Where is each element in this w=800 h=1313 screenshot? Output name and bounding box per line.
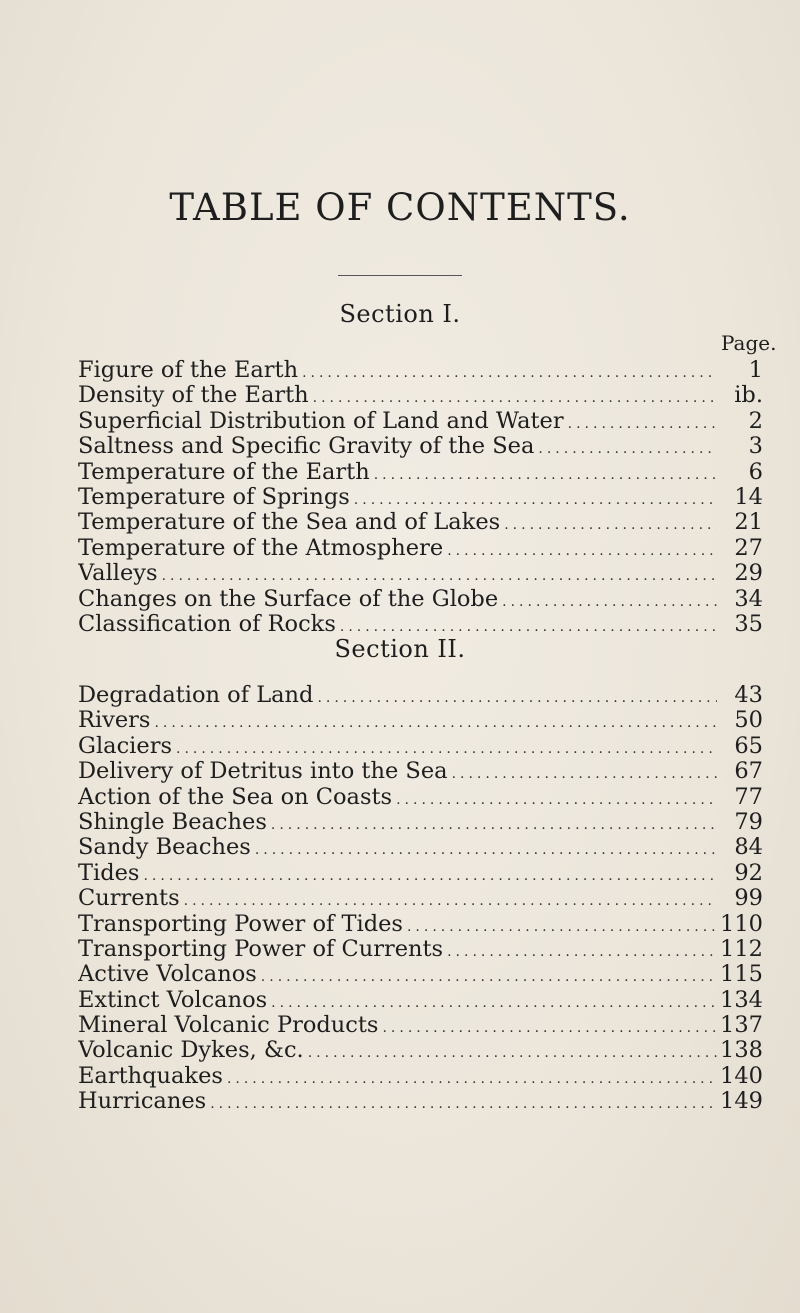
toc-entry-title: Sandy Beaches (78, 835, 251, 861)
dot-leader (308, 1041, 717, 1063)
toc-entry-page: 27 (734, 535, 763, 561)
toc-entry-title: Volcanic Dykes, &c. (78, 1038, 304, 1064)
toc-entry[interactable] (78, 785, 763, 810)
dot-leader (176, 737, 717, 759)
dot-leader (255, 838, 717, 860)
toc-entry-title: Rivers (78, 708, 151, 734)
dot-leader (354, 488, 717, 510)
toc-entry[interactable] (78, 937, 763, 962)
toc-entry[interactable] (78, 988, 763, 1013)
dot-leader (447, 940, 717, 962)
toc-entry-title: Saltness and Specific Gravity of the Sea (78, 434, 535, 460)
dot-leader (143, 864, 717, 886)
toc-entry-title: Extinct Volcanos (78, 987, 268, 1013)
dot-leader (447, 539, 717, 561)
toc-entry-page: 115 (720, 962, 763, 988)
dot-leader (407, 915, 717, 937)
toc-entry-title: Delivery of Detritus into the Sea (78, 759, 448, 785)
toc-list-section-2 (78, 683, 763, 1115)
toc-entry-title: Shingle Beaches (78, 809, 267, 835)
toc-entry[interactable] (78, 861, 763, 886)
dot-leader (184, 889, 717, 911)
toc-entry-page: 138 (720, 1038, 763, 1064)
toc-entry-title: Transporting Power of Tides (78, 911, 403, 937)
toc-entry-title: Temperature of Springs (78, 484, 350, 510)
toc-entry-page: 14 (734, 484, 763, 510)
toc-entry-page: 134 (720, 987, 763, 1013)
section-heading-1: Section I. (339, 300, 461, 328)
toc-entry[interactable] (78, 708, 763, 733)
section-heading-2: Section II. (334, 635, 466, 663)
toc-entry-title: Action of the Sea on Coasts (78, 784, 393, 810)
toc-entry[interactable] (78, 358, 763, 383)
toc-entry-page: 79 (734, 809, 763, 835)
toc-entry-title: Superficial Distribution of Land and Water (78, 408, 564, 434)
dot-leader (374, 463, 717, 485)
toc-entry-page: 29 (734, 561, 763, 587)
toc-entry-page: 149 (720, 1089, 763, 1115)
toc-entry-page: 1 (748, 358, 763, 383)
toc-entry-title: Classification of Rocks (78, 611, 336, 637)
toc-entry-title: Valleys (78, 561, 158, 587)
toc-entry-page: 99 (734, 886, 763, 912)
dot-leader (502, 590, 717, 612)
toc-entry-title: Glaciers (78, 733, 172, 759)
toc-entry[interactable] (78, 912, 763, 937)
page-column-label: Page. (721, 331, 777, 355)
dot-leader (568, 412, 717, 434)
toc-entry-title: Temperature of the Earth (78, 459, 370, 485)
toc-entry-title: Hurricanes (78, 1089, 207, 1115)
toc-entry-page: 67 (734, 759, 763, 785)
toc-entry-page: 34 (734, 586, 763, 612)
toc-entry[interactable] (78, 510, 763, 535)
toc-entry-page: 43 (734, 683, 763, 708)
toc-entry[interactable] (78, 587, 763, 612)
toc-entry-title: Earthquakes (78, 1063, 223, 1089)
dot-leader (538, 437, 717, 459)
toc-entry-page: 2 (748, 408, 763, 434)
dot-leader (271, 813, 717, 835)
toc-entry[interactable] (78, 460, 763, 485)
dot-leader (162, 564, 717, 586)
toc-entry[interactable] (78, 409, 763, 434)
dot-leader (302, 361, 717, 383)
toc-entry-title: Changes on the Surface of the Globe (78, 586, 499, 612)
toc-entry[interactable] (78, 1064, 763, 1089)
toc-entry-page: ib. (734, 383, 763, 409)
toc-entry-page: 112 (720, 936, 763, 962)
dot-leader (154, 711, 717, 733)
toc-entry-title: Currents (78, 886, 180, 912)
toc-entry[interactable] (78, 962, 763, 987)
dot-leader (340, 615, 717, 637)
toc-entry[interactable] (78, 485, 763, 510)
dot-leader (396, 788, 717, 810)
toc-entry[interactable] (78, 759, 763, 784)
toc-entry-title: Mineral Volcanic Products (78, 1013, 379, 1039)
toc-entry[interactable] (78, 1013, 763, 1038)
dot-leader (210, 1092, 717, 1114)
toc-entry-title: Tides (78, 860, 140, 886)
toc-entry-page: 77 (734, 784, 763, 810)
toc-entry-page: 35 (734, 611, 763, 637)
toc-entry-page: 65 (734, 733, 763, 759)
dot-leader (261, 965, 717, 987)
toc-entry[interactable] (78, 810, 763, 835)
dot-leader (504, 513, 717, 535)
toc-entry-page: 50 (734, 708, 763, 734)
toc-entry-page: 140 (720, 1063, 763, 1089)
toc-entry-title: Active Volcanos (78, 962, 257, 988)
toc-entry-title: Figure of the Earth (78, 358, 299, 383)
toc-entry[interactable] (78, 434, 763, 459)
toc-entry-title: Degradation of Land (78, 683, 314, 708)
toc-list-section-1 (78, 358, 763, 637)
toc-entry[interactable] (78, 1038, 763, 1063)
toc-entry-title: Temperature of the Atmosphere (78, 535, 444, 561)
dot-leader (382, 1016, 717, 1038)
toc-entry[interactable] (78, 561, 763, 586)
page-title: TABLE OF CONTENTS. (169, 186, 631, 229)
toc-entry[interactable] (78, 683, 763, 708)
toc-entry[interactable] (78, 612, 763, 637)
toc-entry-title: Transporting Power of Currents (78, 936, 444, 962)
toc-entry-page: 92 (734, 860, 763, 886)
toc-entry[interactable] (78, 886, 763, 911)
toc-entry[interactable] (78, 1089, 763, 1114)
toc-entry-page: 3 (748, 434, 763, 460)
toc-entry-page: 137 (720, 1013, 763, 1039)
dot-leader (313, 386, 717, 408)
toc-entry-page: 21 (734, 510, 763, 536)
toc-entry-page: 110 (720, 911, 763, 937)
dot-leader (227, 1067, 717, 1089)
toc-entry-page: 84 (734, 835, 763, 861)
toc-entry-page: 6 (748, 459, 763, 485)
toc-entry[interactable] (78, 536, 763, 561)
toc-entry[interactable] (78, 835, 763, 860)
dot-leader (317, 686, 717, 708)
toc-entry[interactable] (78, 383, 763, 408)
toc-entry-title: Temperature of the Sea and of Lakes (78, 510, 501, 536)
toc-entry[interactable] (78, 734, 763, 759)
toc-entry-title: Density of the Earth (78, 383, 309, 409)
title-divider (338, 275, 462, 276)
dot-leader (271, 991, 717, 1013)
dot-leader (452, 762, 717, 784)
